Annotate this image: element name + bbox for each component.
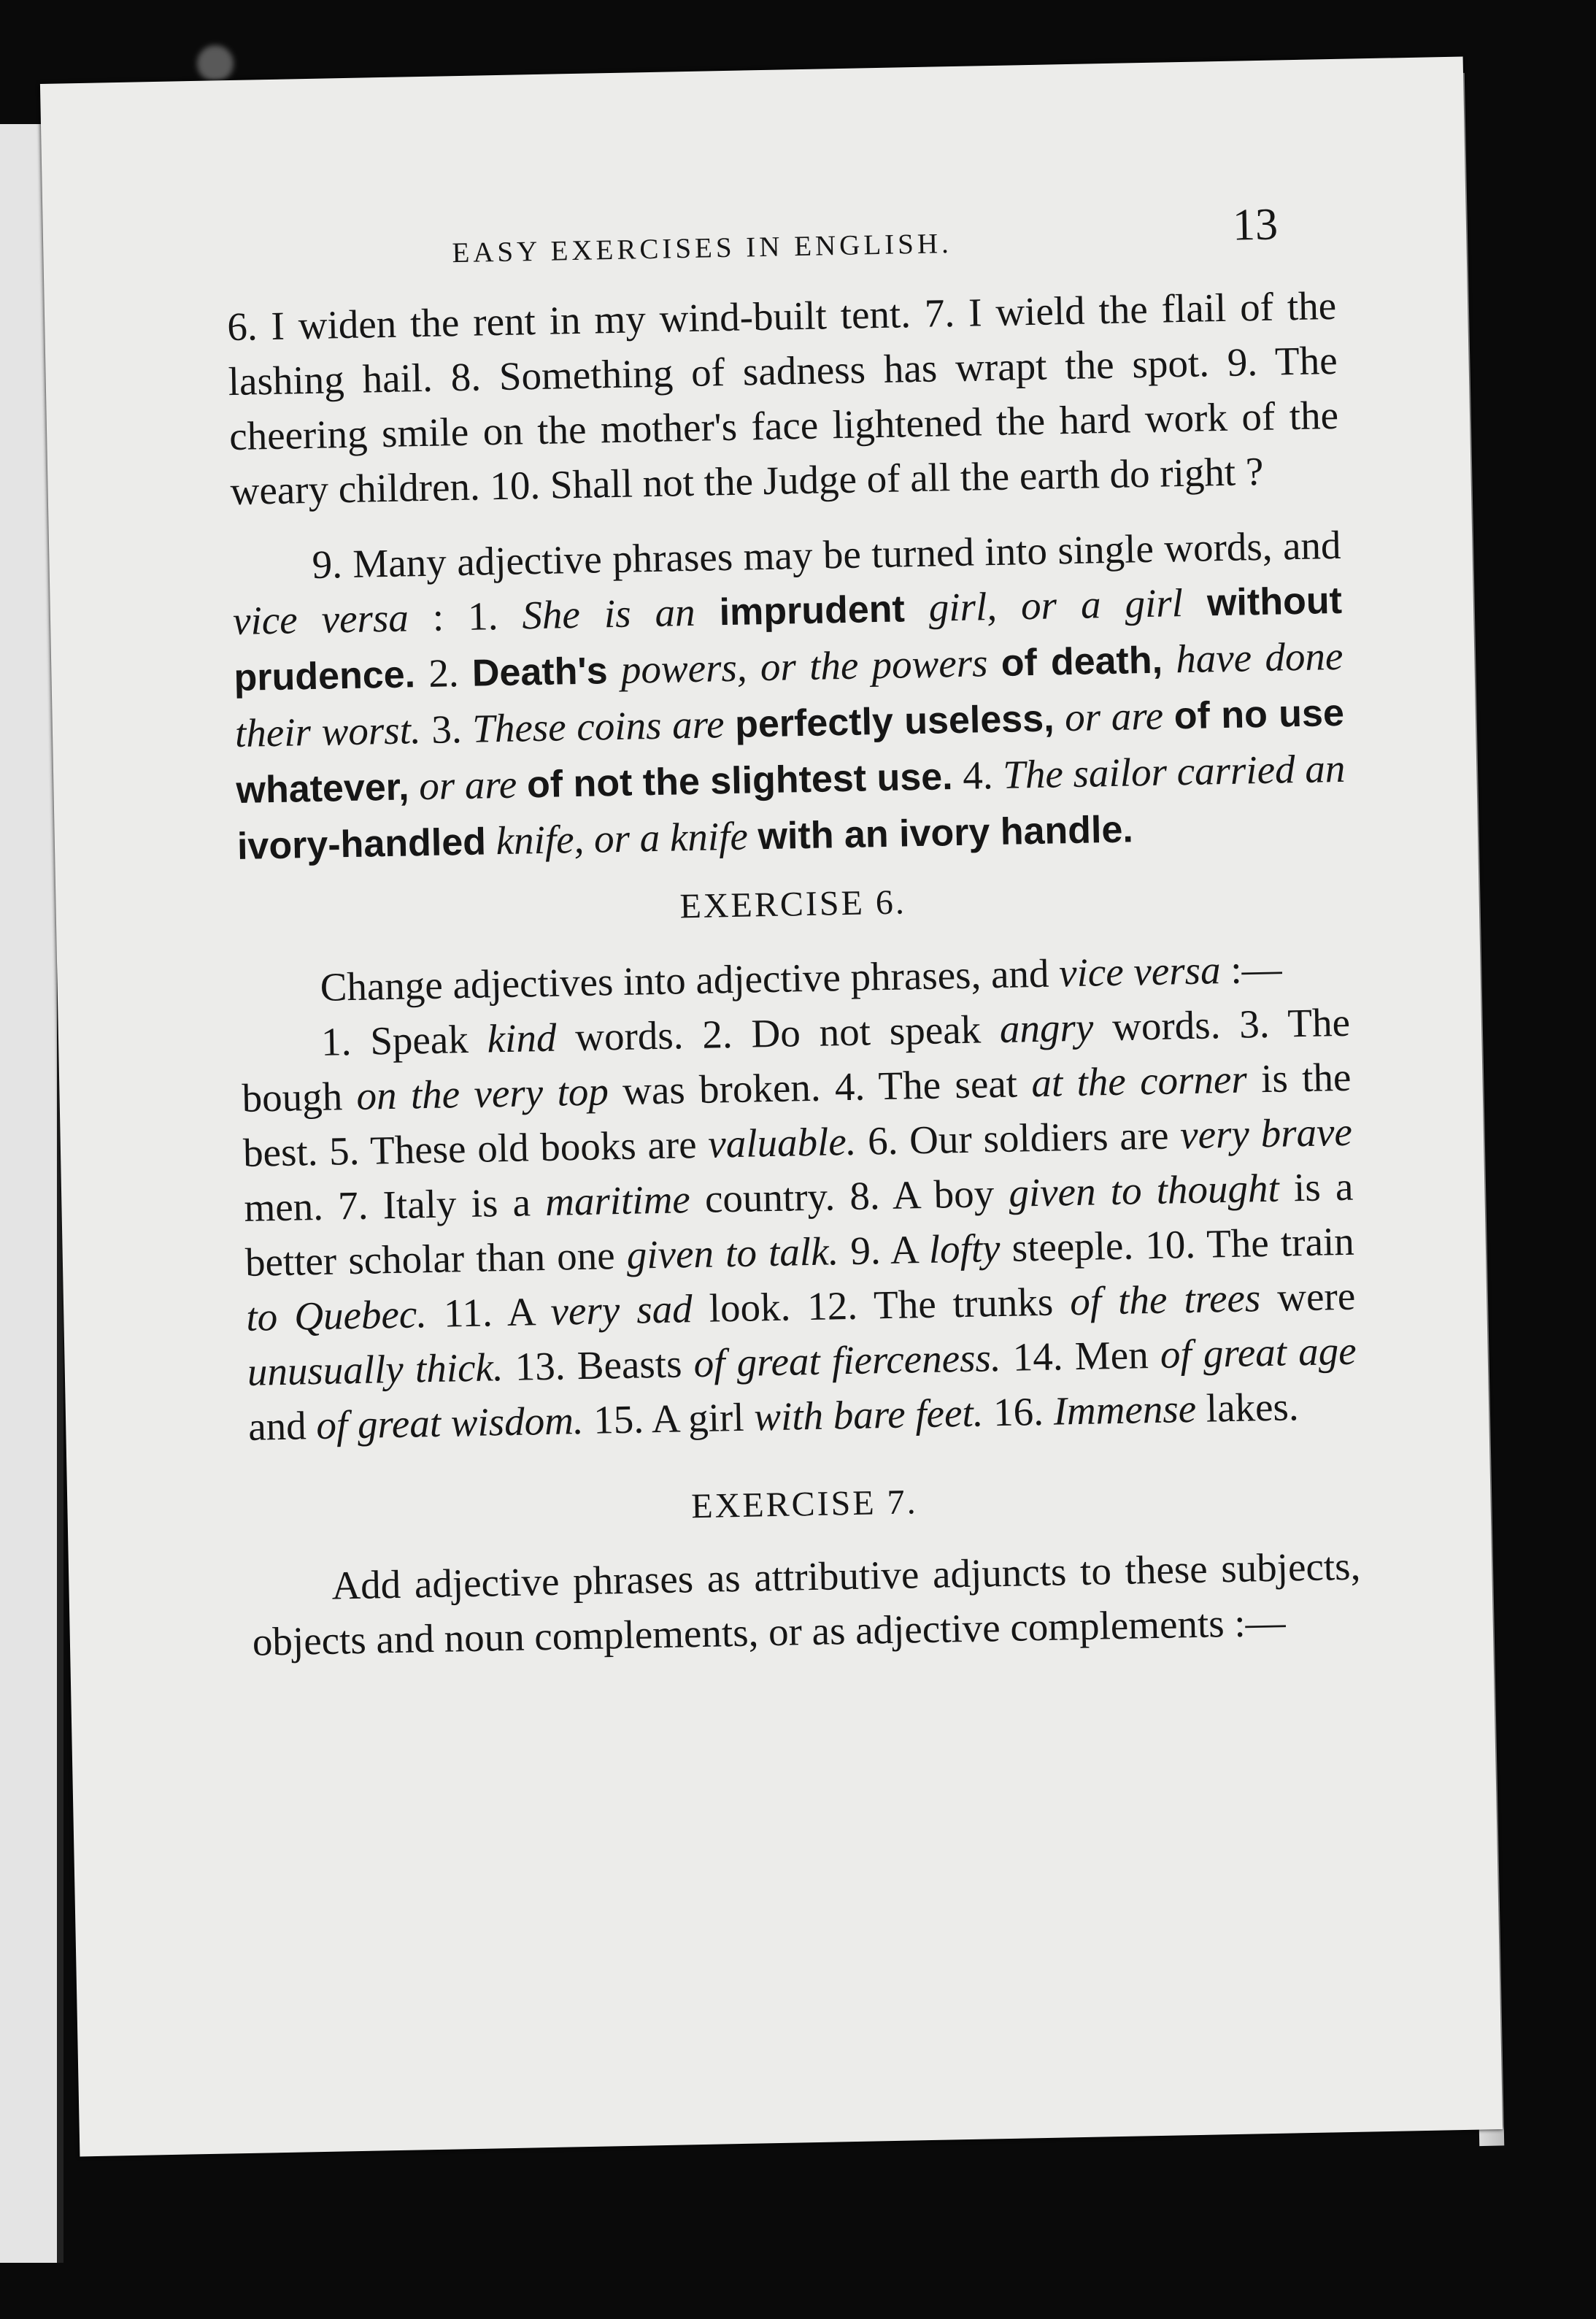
running-head: EASY EXERCISES IN ENGLISH. xyxy=(452,228,953,269)
exercise-6-heading: EXERCISE 6. xyxy=(679,882,907,926)
exercise-7-heading: EXERCISE 7. xyxy=(690,1482,919,1526)
exercise-7-instruction: Add adjective phrases as attributive adjuncts to these subjects, objects and noun complements, or as adjective complements :— xyxy=(252,1543,1361,1664)
book-page xyxy=(40,57,1503,2157)
paragraph-adjective-phrases: 9. Many adjective phrases may be turned into single words, and vice versa : 1. She is an imprudent girl, or a girl without prudence. 2. Death's powers, or the powers of death, have done their worst. 3. These coins are perfectly useless, or are of no use whatever, or are of not the slightest use. 4. The sailor carried an ivory-handled knife, or a knife with an ivory handle. xyxy=(232,522,1346,868)
paragraph-sentences-6-10: 6. I widen the rent in my wind-built tent. 7. I wield the flail of the lashing hail. 8. Something of sadness has wrapt the spot. 9. The cheering smile on the mother's face lightened the hard work of the weary children. 10. Shall not the Judge of all the earth do right ? xyxy=(226,282,1339,514)
exercise-6-instruction: Change adjectives into adjective phrases, and vice versa :— xyxy=(320,946,1283,1009)
page-body xyxy=(227,278,1362,1669)
page-number: 13 xyxy=(1232,199,1279,250)
scan-smudge xyxy=(197,45,234,82)
exercise-6-items: 1. Speak kind words. 2. Do not speak angry words. 3. The bough on the very top was broken. 4. The seat at the corner is the best. 5. These old books are valuable. 6. Our soldiers are very brave men. 7. Italy is a maritime country. 8. A boy given to thought is a better scholar than one given to talk. 9. A lofty steeple. 10. The train to Quebec. 11. A very sad look. 12. The trunks of the trees were unusually thick. 13. Beasts of great fierceness. 14. Men of great age and of great wisdom. 15. A girl with bare feet. 16. Immense lakes. xyxy=(242,999,1357,1449)
